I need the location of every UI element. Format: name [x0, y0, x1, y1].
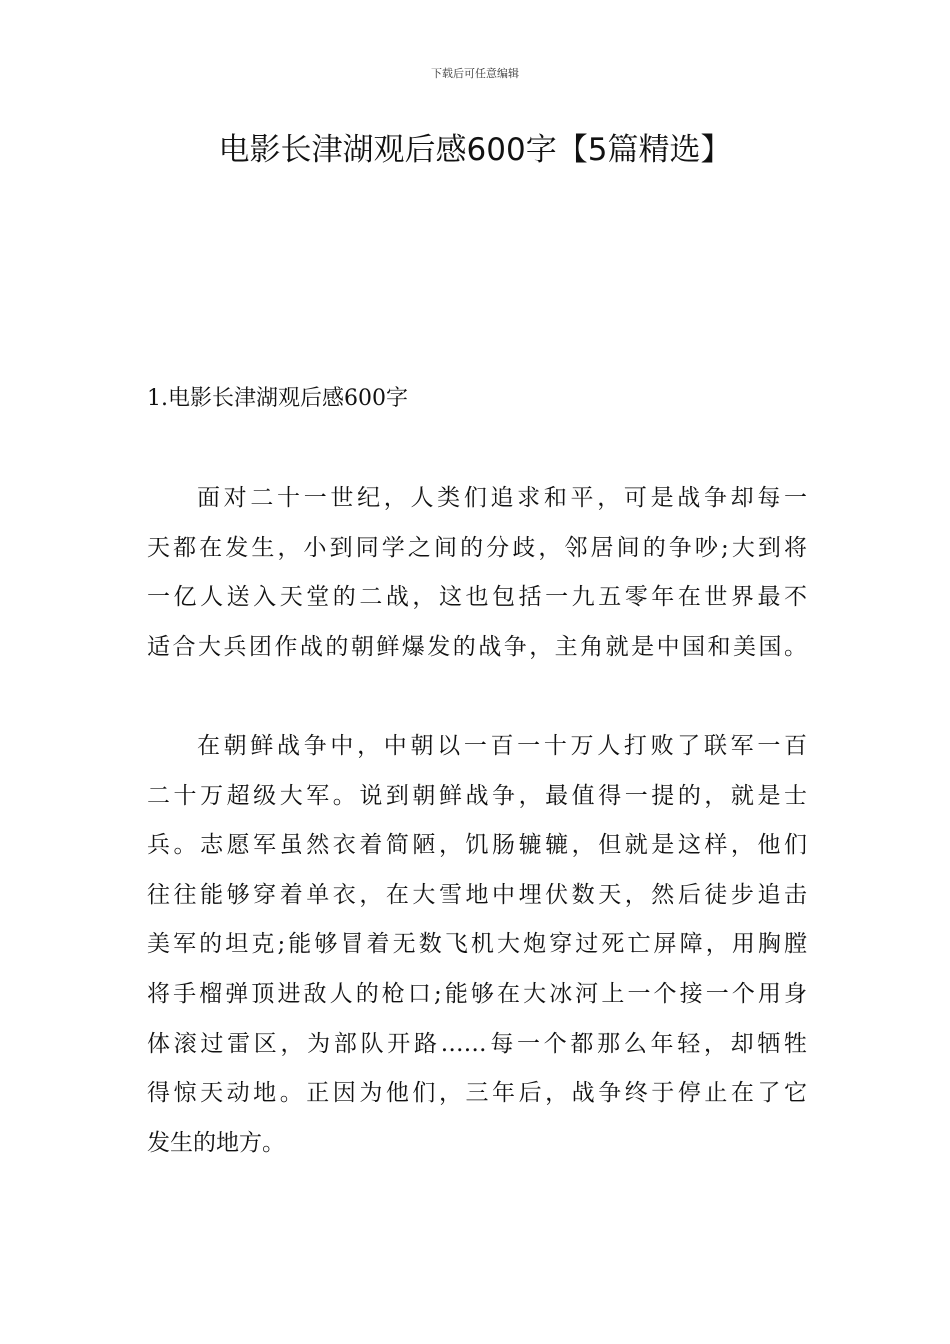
paragraph-line: 一亿人送入天堂的二战，这也包括一九五零年在世界最不	[147, 584, 807, 611]
paragraph-line: 往往能够穿着单衣，在大雪地中埋伏数天，然后徒步追击	[147, 881, 807, 908]
paragraph-1	[147, 474, 807, 672]
paragraph-line: 美军的坦克;能够冒着无数飞机大炮穿过死亡屏障，用胸膛	[147, 931, 807, 958]
document-title: 电影长津湖观后感600字【5篇精选】	[218, 132, 732, 168]
paragraph-line: 天都在发生，小到同学之间的分歧，邻居间的争吵;大到将	[147, 534, 807, 561]
paragraph-line: 适合大兵团作战的朝鲜爆发的战争，主角就是中国和美国。	[147, 633, 807, 660]
paragraph-line: 得惊天动地。正因为他们，三年后，战争终于停止在了它	[147, 1080, 807, 1107]
section-heading: 1.电影长津湖观后感600字	[147, 386, 408, 411]
paragraph-line: 将手榴弹顶进敌人的枪口;能够在大冰河上一个接一个用身	[147, 980, 807, 1007]
paragraph-line: 二十万超级大军。说到朝鲜战争，最值得一提的，就是士	[147, 782, 807, 809]
paragraph-line: 体滚过雷区，为部队开路……每一个都那么年轻，却牺牲	[147, 1030, 807, 1057]
paragraph-line: 在朝鲜战争中，中朝以一百一十万人打败了联军一百	[197, 733, 807, 759]
paragraph-line: 发生的地方。	[147, 1129, 285, 1156]
paragraph-line: 兵。志愿军虽然衣着简陋，饥肠辘辘，但就是这样，他们	[147, 832, 807, 859]
header-note: 下载后可任意编辑	[431, 67, 519, 80]
paragraph-line: 面对二十一世纪，人类们追求和平，可是战争却每一	[197, 485, 807, 511]
paragraph-2	[147, 722, 807, 1168]
